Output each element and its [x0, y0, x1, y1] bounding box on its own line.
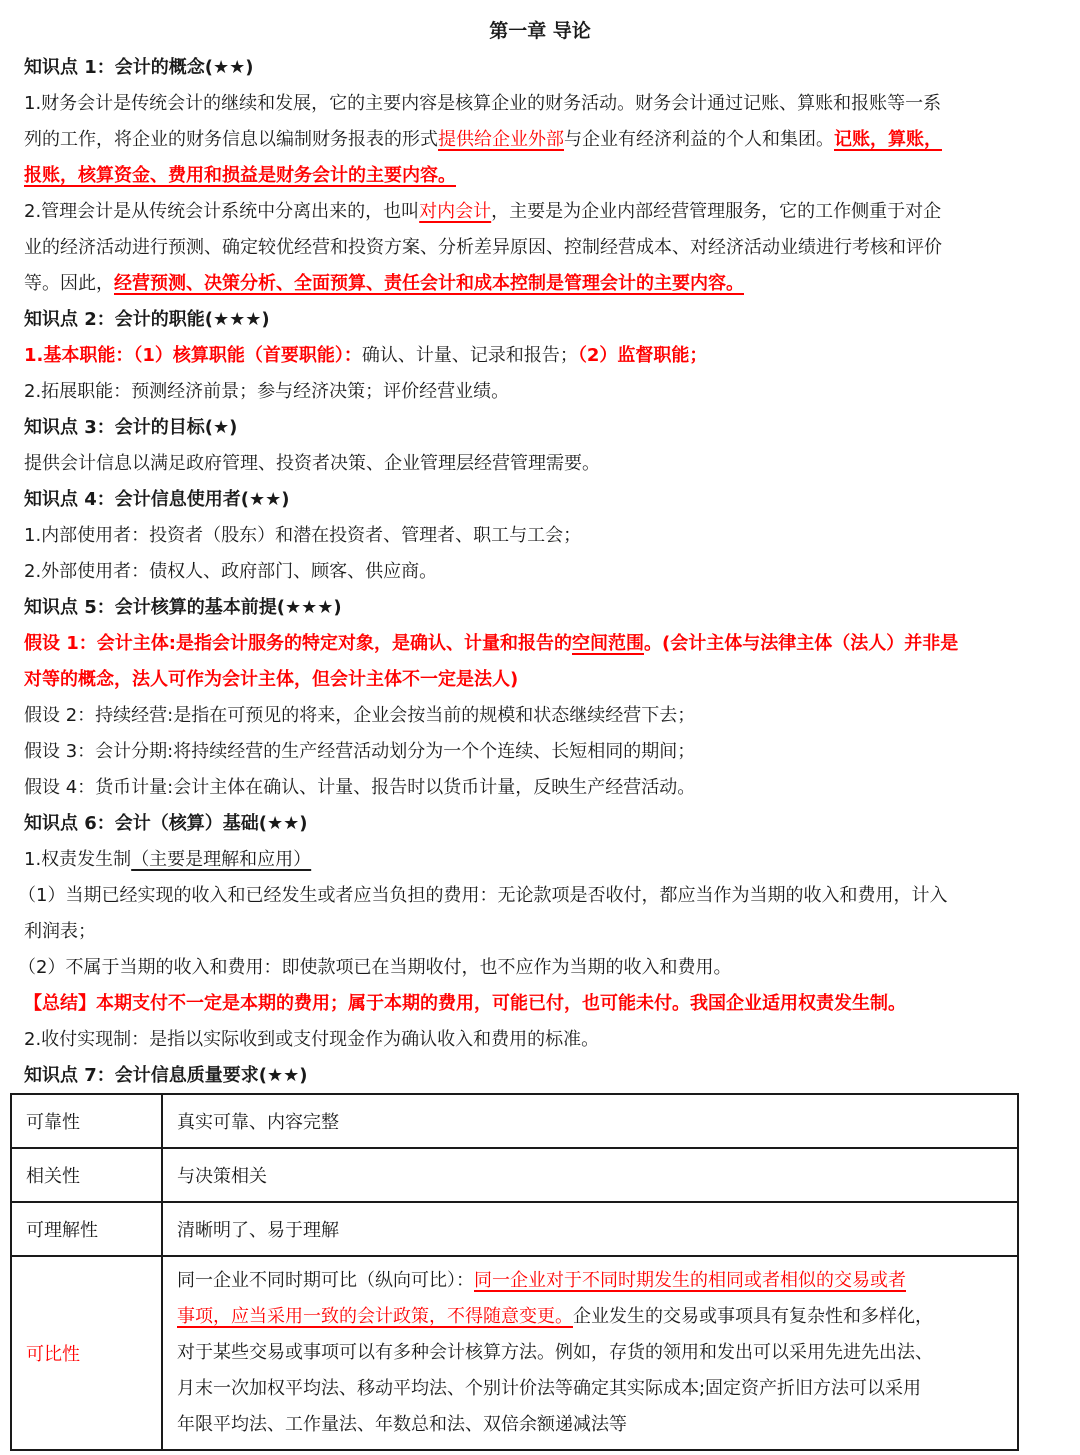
kp6-line1: [24, 842, 1064, 878]
comp-line5: 年限平均法、工作量法、年数总和法、双倍余额递减法等: [177, 1414, 627, 1435]
table-row: [11, 1148, 1018, 1202]
text-span: 1.权责发生制: [24, 849, 132, 870]
kp1-para2-line1: [24, 194, 1064, 230]
highlight-consistency: 同一企业对于不同时期发生的相同或者相似的交易或者: [474, 1270, 906, 1291]
table-row: [11, 1202, 1018, 1256]
text-span: 确认、计量、记录和报告；: [361, 345, 578, 366]
kp1-para2-line2: 业的经济活动进行预测、确定较优经营和投资方案、分析差异原因、控制经营成本、对经济活动业绩进行考核和评价: [24, 237, 942, 258]
table-cell-value: 真实可靠、内容完整: [162, 1094, 1018, 1148]
table-row: [11, 1094, 1018, 1148]
text-span: （2）监督职能；: [577, 345, 708, 366]
highlight-internal: 对内会计: [419, 201, 492, 222]
kp5-line3: 假设 2：持续经营:是指在可预见的将来，企业会按当前的规模和状态继续经营下去；: [24, 705, 696, 726]
kp6-line2: （1）当期已经实现的收入和已经发生或者应当负担的费用：无论款项是否收付，都应当作为当期的收入和费用，计入: [18, 885, 948, 906]
text-span: 列的工作，将企业的财务信息以编制财务报表的形式: [24, 129, 438, 150]
kp5-line1: [24, 626, 1064, 662]
text-span: 与企业有经济利益的个人和集团。: [564, 129, 834, 150]
kp5-line5: 假设 4：货币计量:会计主体在确认、计量、报告时以货币计量，反映生产经营活动。: [24, 777, 696, 798]
kp1-heading: 知识点 1：会计的概念(★★): [24, 57, 254, 78]
highlight-space: 空间范围: [572, 633, 644, 654]
highlight-main-content: 记账，算账，: [834, 129, 942, 150]
text-span: 假设 1：会计主体:是指会计服务的特定对象，是确认、计量和报告的: [24, 633, 572, 654]
table-cell-key: 可理解性: [11, 1202, 162, 1256]
highlight-main-content: 报账，核算资金、费用和损益是财务会计的主要内容。: [24, 165, 456, 186]
highlight-mgmt-content: 经营预测、决策分析、全面预算、责任会计和成本控制是管理会计的主要内容。: [114, 273, 744, 294]
text-span: 企业发生的交易或事项具有复杂性和多样化，: [573, 1306, 933, 1327]
kp4-line1: 1.内部使用者：投资者（股东）和潜在投资者、管理者、职工与工会；: [24, 525, 582, 546]
kp6-summary: 【总结】本期支付不一定是本期的费用；属于本期的费用，可能已付，也可能未付。我国企业适用权责发生制。: [24, 993, 906, 1014]
kp4-line2: 2.外部使用者：债权人、政府部门、顾客、供应商。: [24, 561, 438, 582]
kp4-heading: 知识点 4：会计信息使用者(★★): [24, 489, 290, 510]
text-span: 1.基本职能：（1）核算职能（首要职能）：: [24, 345, 362, 366]
kp1-para2-line3: [24, 266, 1064, 302]
kp6-line6: 2.收付实现制：是指以实际收到或支付现金作为确认收入和费用的标准。: [24, 1029, 600, 1050]
table-cell-value: [162, 1256, 1018, 1450]
kp6-heading: 知识点 6：会计（核算）基础(★★): [24, 813, 308, 834]
text-span: 2.管理会计是从传统会计系统中分离出来的，也叫: [24, 201, 420, 222]
table-row: [11, 1256, 1018, 1450]
highlight-consistency: 事项，应当采用一致的会计政策，不得随意变更。: [177, 1306, 573, 1327]
kp6-line4: （2）不属于当期的收入和费用：即使款项已在当期收付，也不应作为当期的收入和费用。: [18, 957, 732, 978]
quality-table: [10, 1093, 1019, 1451]
text-span: （主要是理解和应用）: [131, 849, 312, 870]
comp-line3: 对于某些交易或事项可以有多种会计核算方法。例如，存货的领用和发出可以采用先进先出法、: [177, 1342, 933, 1363]
kp5-line2: 对等的概念，法人可作为会计主体，但会计主体不一定是法人): [24, 669, 519, 690]
kp7-heading: 知识点 7：会计信息质量要求(★★): [24, 1065, 308, 1086]
kp1-para1-line1: 1.财务会计是传统会计的继续和发展，它的主要内容是核算企业的财务活动。财务会计通过记账、算账和报账等一系: [24, 93, 942, 114]
kp1-para1-line2: [24, 122, 1064, 158]
table-cell-key: 可靠性: [11, 1094, 162, 1148]
kp2-line2: 2.拓展职能：预测经济前景；参与经济决策；评价经营业绩。: [24, 381, 510, 402]
kp6-line3: 利润表；: [24, 921, 96, 942]
text-span: 等。因此，: [24, 273, 114, 294]
kp2-heading: 知识点 2：会计的职能(★★★): [24, 309, 270, 330]
table-cell-key: 相关性: [11, 1148, 162, 1202]
comp-line2: [177, 1299, 1016, 1335]
kp3-line1: 提供会计信息以满足政府管理、投资者决策、企业管理层经营管理需要。: [24, 453, 600, 474]
highlight-external: 提供给企业外部: [438, 129, 564, 150]
kp5-heading: 知识点 5：会计核算的基本前提(★★★): [24, 597, 342, 618]
kp2-line1: [24, 338, 1064, 374]
comp-line4: 月末一次加权平均法、移动平均法、个别计价法等确定其实际成本;固定资产折旧方法可以采用: [177, 1378, 922, 1399]
text-span: 同一企业不同时期可比（纵向可比）：: [177, 1270, 474, 1291]
table-cell-value: 与决策相关: [162, 1148, 1018, 1202]
kp5-line4: 假设 3：会计分期:将持续经营的生产经营活动划分为一个个连续、长短相同的期间；: [24, 741, 696, 762]
text-span: 。(会计主体与法律主体（法人）并非是: [644, 633, 959, 654]
comp-line1: [177, 1263, 1016, 1299]
table-cell-key: 可比性: [11, 1256, 162, 1450]
kp3-heading: 知识点 3：会计的目标(★): [24, 417, 238, 438]
table-cell-value: 清晰明了、易于理解: [162, 1202, 1018, 1256]
text-span: ，主要是为企业内部经营管理服务，它的工作侧重于对企: [491, 201, 942, 222]
kp1-para1-line3: [24, 158, 1064, 194]
page-title: 第一章 导论: [489, 20, 591, 42]
